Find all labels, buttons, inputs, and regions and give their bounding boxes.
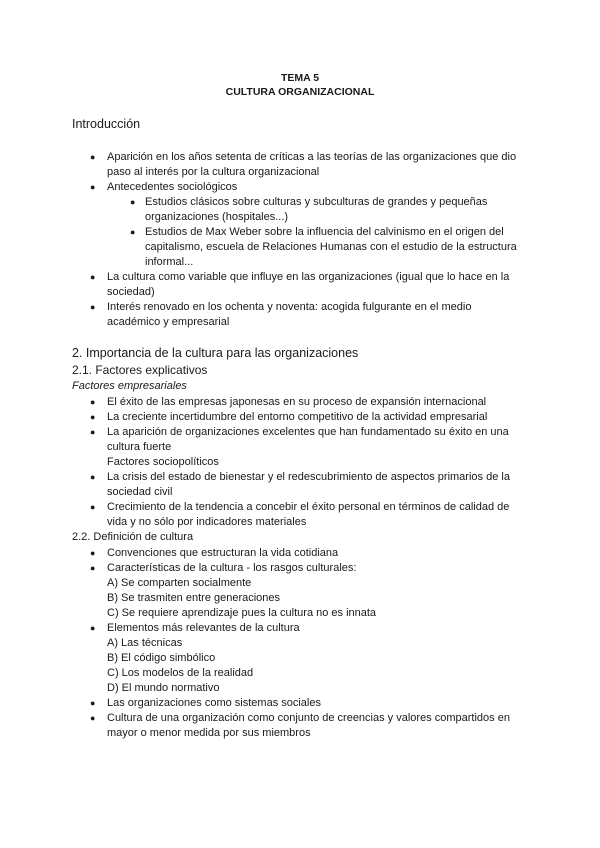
list-item-line: vida y no sólo por indicadores materiales (107, 516, 307, 528)
list-item-line: cultura fuerte (107, 441, 172, 453)
bullet-icon: ● (90, 182, 96, 192)
list-item-line: C) Los modelos de la realidad (107, 667, 254, 679)
bullet-icon: ● (90, 472, 96, 482)
list-item-line: B) El código simbólico (107, 652, 216, 664)
bullet-icon: ● (90, 397, 96, 407)
list-item-line: sociedad) (107, 286, 155, 298)
bullet-icon: ● (90, 502, 96, 512)
list-item-line: Aparición en los años setenta de críticas a las teorías de las organizaciones que dio (107, 151, 517, 163)
list-item-line: informal... (145, 256, 194, 268)
list-item-line: D) El mundo normativo (107, 682, 220, 694)
list-item-line: Elementos más relevantes de la cultura (107, 622, 300, 634)
bullet-icon: ● (90, 623, 96, 633)
list-item-line: Cultura de una organización como conjunto de creencias y valores compartidos en (107, 712, 510, 724)
bullet-icon: ● (90, 152, 96, 162)
list-item-line: Crecimiento de la tendencia a concebir el éxito personal en términos de calidad de (107, 501, 510, 513)
list-item-line: B) Se trasmiten entre generaciones (107, 592, 281, 604)
bullet-icon: ● (90, 412, 96, 422)
list-item-line: académico y empresarial (107, 316, 230, 328)
list-item-line: sociedad civil (107, 486, 173, 498)
section-2-2-heading: 2.2. Definición de cultura (72, 531, 194, 543)
list-item-line: Estudios clásicos sobre culturas y subculturas de grandes y pequeñas (145, 196, 488, 208)
list-item-line: Interés renovado en los ochenta y noventa: acogida fulgurante en el medio (107, 301, 472, 313)
list-item-line: La crisis del estado de bienestar y el redescubrimiento de aspectos primarios de la (107, 471, 510, 483)
bullet-icon: ● (90, 563, 96, 573)
bullet-icon: ● (90, 302, 96, 312)
bullet-icon: ● (130, 227, 136, 237)
bullet-icon: ● (90, 713, 96, 723)
list-item-line: mayor o menor medida por sus miembros (107, 727, 311, 739)
list-item-line: La aparición de organizaciones excelentes que han fundamentado su éxito en una (107, 426, 509, 438)
bullet-icon: ● (90, 548, 96, 558)
list-item-line: Estudios de Max Weber sobre la influencia del calvinismo en el origen del (145, 226, 504, 238)
list-item-line: La creciente incertidumbre del entorno competitivo de la actividad empresarial (107, 411, 488, 423)
page-title: CULTURA ORGANIZACIONAL (225, 86, 375, 98)
tema-label: TEMA 5 (280, 72, 320, 84)
list-item-line: Las organizaciones como sistemas sociales (107, 697, 321, 709)
list-item-line: organizaciones (hospitales...) (145, 211, 289, 223)
section-2-heading: 2. Importancia de la cultura para las organizaciones (72, 346, 359, 360)
bullet-icon: ● (90, 427, 96, 437)
list-item-line: C) Se requiere aprendizaje pues la cultura no es innata (107, 607, 377, 619)
list-item-line: Características de la cultura - los rasgos culturales: (107, 562, 357, 574)
bullet-icon: ● (90, 272, 96, 282)
list-item-line: Convenciones que estructuran la vida cotidiana (107, 547, 339, 559)
list-item-line: La cultura como variable que influye en las organizaciones (igual que lo hace en la (107, 271, 510, 283)
list-item-line: Factores sociopolíticos (107, 456, 219, 468)
list-item-line: Antecedentes sociológicos (107, 181, 238, 193)
intro-heading: Introducción (72, 117, 141, 131)
list-item-line: paso al interés por la cultura organizacional (107, 166, 320, 178)
factores-empresariales-label: Factores empresariales (72, 380, 187, 392)
list-item-line: El éxito de las empresas japonesas en su proceso de expansión internacional (107, 396, 487, 408)
list-item-line: capitalismo, escuela de Relaciones Humanas con el estudio de la estructura (145, 241, 517, 253)
list-item-line: A) Las técnicas (107, 637, 183, 649)
bullet-icon: ● (130, 197, 136, 207)
section-2-1-heading: 2.1. Factores explicativos (72, 363, 208, 377)
list-item-line: A) Se comparten socialmente (107, 577, 252, 589)
bullet-icon: ● (90, 698, 96, 708)
